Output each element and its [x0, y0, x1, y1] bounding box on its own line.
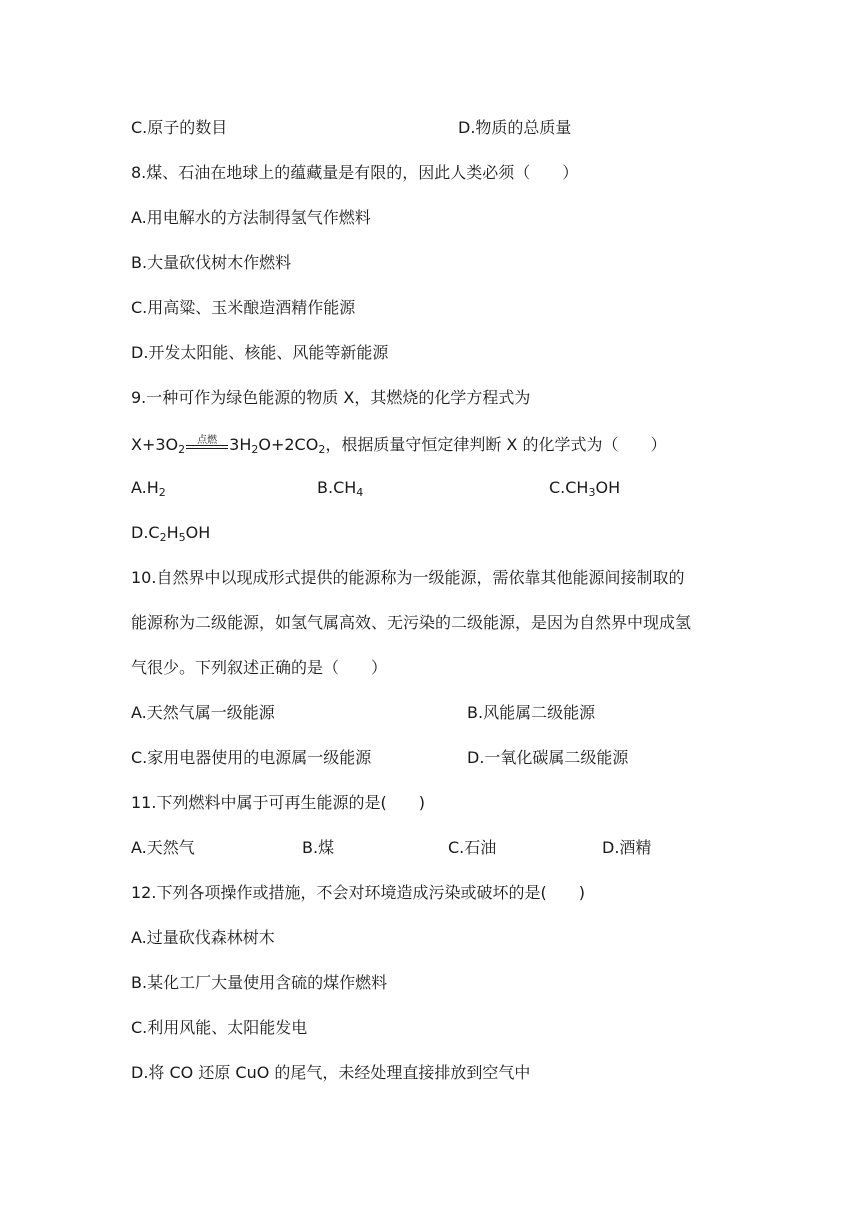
q10-stem-line3: 气很少。下列叙述正确的是（ ）: [131, 658, 388, 677]
q10-stem-line1: 10.自然界中以现成形式提供的能源称为一级能源，需依靠其他能源间接制取的: [131, 568, 685, 587]
q8-option-c: C.用高粱、玉米酿造酒精作能源: [131, 298, 356, 317]
q11-stem: 11.下列燃料中属于可再生能源的是( ): [131, 793, 425, 812]
q9-option-d-text: D.C: [131, 523, 160, 542]
q9-option-d-mid: H: [166, 523, 179, 542]
q8-stem: 8.煤、石油在地球上的蕴藏量是有限的，因此人类必须（ ）: [131, 163, 579, 182]
q10-option-b: B.风能属二级能源: [467, 703, 596, 722]
eq-left: X+3O: [131, 435, 179, 454]
q9-option-c-text: C.CH: [549, 478, 589, 497]
q11-option-a: A.天然气: [131, 838, 195, 857]
q9-option-c-post: OH: [595, 478, 621, 497]
q9-option-d-sub2: 5: [178, 531, 186, 544]
q9-option-b-text: B.CH: [317, 478, 357, 497]
q9-option-b: [317, 477, 363, 499]
q12-option-b: B.某化工厂大量使用含硫的煤作燃料: [131, 973, 388, 992]
q12-option-d: D.将 CO 还原 CuO 的尾气，未经处理直接排放到空气中: [131, 1063, 531, 1082]
q9-option-a-text: A.H: [131, 478, 159, 497]
q9-option-d-sub1: 2: [159, 531, 167, 544]
q8-option-b: B.大量砍伐树木作燃料: [131, 253, 292, 272]
q10-option-c: C.家用电器使用的电源属一级能源: [131, 748, 372, 767]
q7-option-c: C.原子的数目: [131, 118, 228, 137]
q9-option-d-post: OH: [185, 523, 211, 542]
reaction-arrow: [185, 434, 229, 456]
q12-option-a: A.过量砍伐森林树木: [131, 928, 275, 947]
q9-stem: 9.一种可作为绿色能源的物质 X，其燃烧的化学方程式为: [131, 388, 531, 407]
q10-option-d: D.一氧化碳属二级能源: [467, 748, 629, 767]
reaction-condition: 点燃: [197, 435, 218, 446]
q7-option-d: D.物质的总质量: [458, 118, 572, 137]
q8-option-a: A.用电解水的方法制得氢气作燃料: [131, 208, 371, 227]
q11-option-d: D.酒精: [602, 838, 652, 857]
q11-option-c: C.石油: [448, 838, 497, 857]
q9-option-c-sub: 3: [588, 486, 596, 499]
eq-r2: O+2CO: [258, 435, 319, 454]
q12-stem: 12.下列各项操作或措施，不会对环境造成污染或破坏的是( ): [131, 883, 585, 902]
q9-option-c: [549, 477, 620, 499]
q9-option-a-sub: 2: [158, 486, 166, 499]
q9-option-a: [131, 477, 166, 499]
eq-r1-sub: 2: [251, 443, 259, 456]
q8-option-d: D.开发太阳能、核能、风能等新能源: [131, 343, 389, 362]
eq-r2-sub: 2: [318, 443, 326, 456]
q11-option-b: B.煤: [302, 838, 335, 857]
eq-tail: ，根据质量守恒定律判断 X 的化学式为（ ）: [325, 435, 667, 454]
q10-option-a: A.天然气属一级能源: [131, 703, 275, 722]
q10-stem-line2: 能源称为二级能源，如氢气属高效、无污染的二级能源，是因为自然界中现成氢: [131, 613, 692, 632]
q9-equation: [131, 434, 666, 456]
eq-left-sub: 2: [178, 443, 186, 456]
q9-option-b-sub: 4: [356, 486, 364, 499]
q9-option-d: [131, 522, 210, 544]
q12-option-c: C.利用风能、太阳能发电: [131, 1018, 308, 1037]
eq-r1: 3H: [229, 435, 252, 454]
